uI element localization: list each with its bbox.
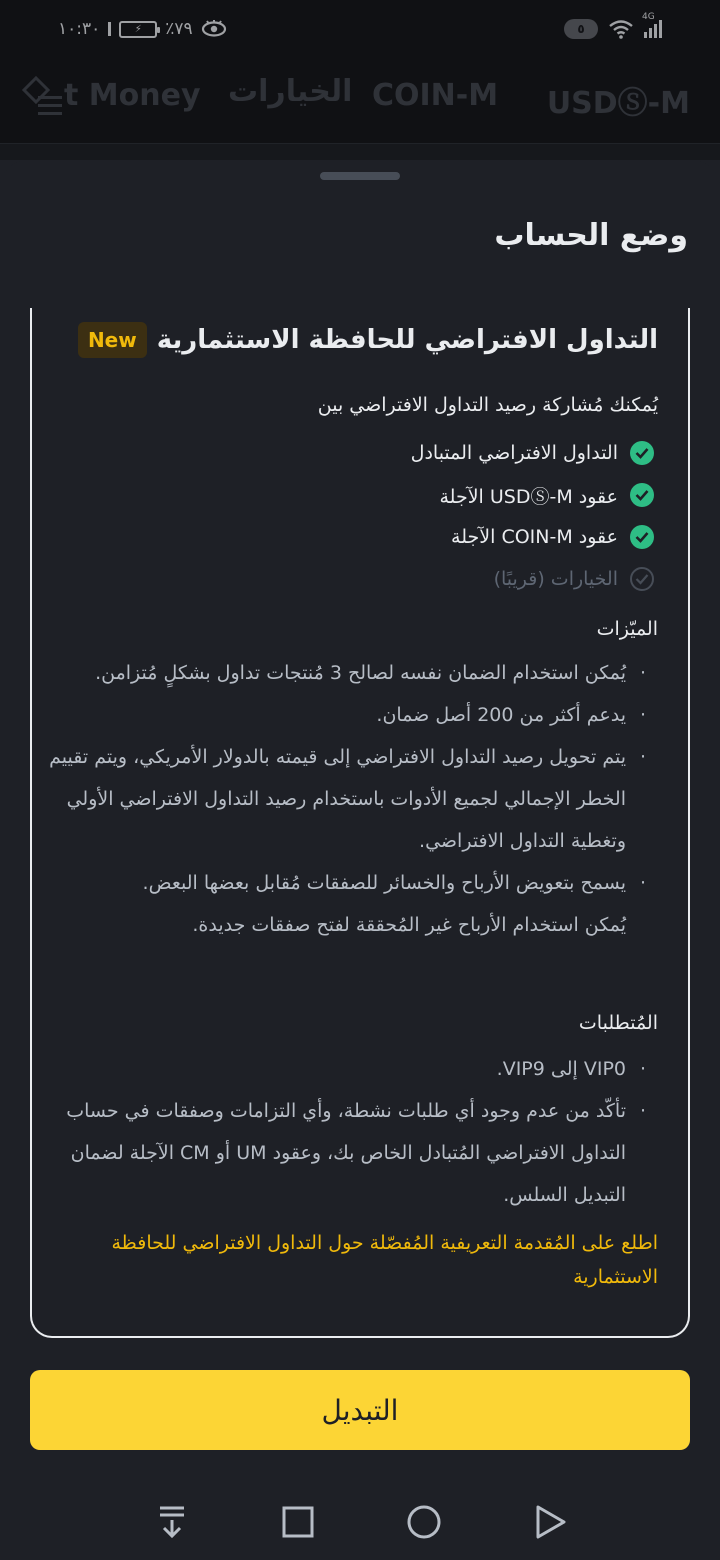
requirement-item: · VIP0 إلى VIP9. [46, 1048, 646, 1090]
card-title: التداول الافتراضي للحافظة الاستثمارية [156, 325, 658, 355]
feature-item: · يسمح بتعويض الأرباح والخسائر للصفقات مُقابل بعضها البعض. [46, 862, 646, 904]
dim-overlay [0, 0, 720, 160]
check-circle-icon [630, 525, 654, 549]
back-icon[interactable] [530, 1502, 570, 1542]
card-intro: يُمكنك مُشاركة رصيد التداول الافتراضي بين [317, 394, 658, 416]
check-item [411, 432, 654, 474]
check-item [411, 474, 654, 516]
notification-shade-icon[interactable] [152, 1502, 192, 1542]
portfolio-margin-card[interactable] [30, 308, 690, 1338]
check-circle-icon [630, 483, 654, 507]
check-label: التداول الافتراضي المتبادل [410, 442, 618, 464]
card-header [78, 322, 658, 358]
requirements-list [46, 1048, 646, 1216]
check-circle-outline-icon [630, 567, 654, 591]
system-nav-bar [0, 1480, 720, 1560]
new-badge: New [78, 322, 147, 358]
requirements-title: المُتطلبات [578, 1012, 658, 1034]
account-mode-sheet [0, 160, 720, 1560]
recent-apps-icon[interactable] [278, 1502, 318, 1542]
check-label: عقود COIN-M الآجلة [451, 526, 618, 548]
learn-more-link[interactable]: اطلع على المُقدمة التعريفية المُفصّلة حول التداول الافتراضي للحافظة الاستثمارية [111, 1232, 658, 1288]
battery-level: ٪٧٩ [165, 19, 193, 39]
requirement-item: · تأكّد من عدم وجود أي طلبات نشطة، وأي التزامات وصفقات في حساب التداول الافتراضي المُتبادل الخاص بك، وعقود UM أو CM الآجلة لضمان التبديل السلس. [46, 1090, 646, 1216]
status-time: ١٠:٣٠ [58, 19, 101, 39]
switch-button[interactable]: التبديل [30, 1370, 690, 1450]
battery-icon: ⚡ [119, 21, 157, 38]
sheet-grabber[interactable] [320, 172, 400, 180]
check-item-disabled [411, 558, 654, 600]
check-label: الخيارات (قريبًا) [493, 568, 618, 590]
check-circle-icon [630, 441, 654, 465]
check-item [411, 516, 654, 558]
home-icon[interactable] [404, 1502, 444, 1542]
notification-badge: ٥ [564, 19, 598, 39]
feature-item: يُمكن استخدام الأرباح غير المُحققة لفتح صفقات جديدة. [192, 914, 626, 936]
feature-item: · يُمكن استخدام الضمان نفسه لصالح 3 مُنتجات تداول بشكلٍ مُتزامن. [46, 652, 646, 694]
supported-products-list [411, 432, 654, 600]
features-title: الميّزات [596, 618, 658, 640]
tab-options[interactable]: الخيارات [228, 74, 353, 109]
check-label: عقود USDⓈ-M الآجلة [439, 485, 618, 508]
features-list [46, 652, 646, 946]
feature-item: · يتم تحويل رصيد التداول الافتراضي إلى قيمته بالدولار الأمريكي، ويتم تقييم الخطر الإجمالي لجميع الأدوات باستخدام رصيد التداول الافتراضي الأولي وتغطية التداول الافتراضي. [46, 736, 646, 862]
tab-coin-m[interactable]: COIN-M [372, 78, 499, 113]
tab-portfolio-margin[interactable]: t Money [64, 78, 201, 113]
network-type: 4G [642, 12, 655, 22]
sheet-title: وضع الحساب [494, 218, 688, 253]
tab-usds-m[interactable]: USDⓈ-M [546, 86, 690, 121]
feature-item: · يدعم أكثر من 200 أصل ضمان. [46, 694, 646, 736]
